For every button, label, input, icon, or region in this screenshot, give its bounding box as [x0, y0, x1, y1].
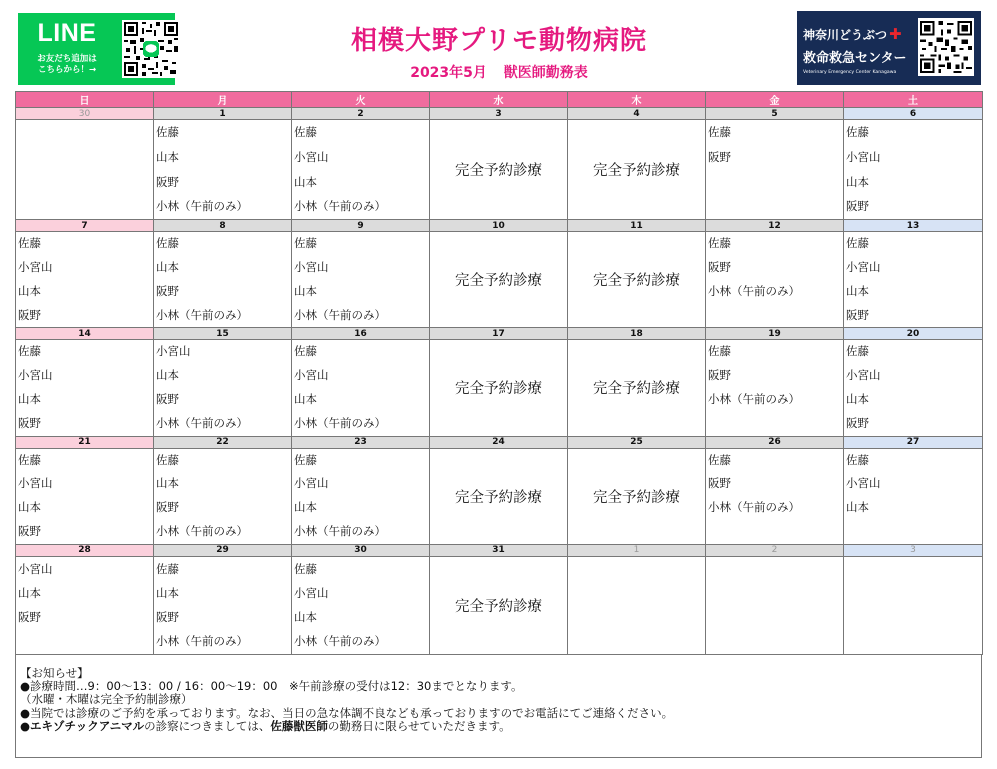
date-number: 20	[844, 328, 983, 340]
reservation-only-cell: 完全予約診療	[568, 120, 706, 220]
vet-list-cell	[154, 232, 292, 328]
vet-name: 阪野	[18, 523, 41, 538]
date-row	[16, 108, 983, 120]
vet-list-cell	[844, 556, 983, 654]
vet-list-cell	[706, 556, 844, 654]
notice-section	[15, 655, 982, 758]
vet-name: 小宮山	[294, 368, 329, 383]
vet-name: 阪野	[156, 500, 179, 515]
date-number: 3	[430, 108, 568, 120]
reservation-only-cell: 完全予約診療	[430, 120, 568, 220]
vet-name: 小宮山	[18, 476, 53, 491]
vet-list-cell	[16, 556, 154, 654]
vet-list-cell	[706, 340, 844, 436]
emergency-center-name-1	[803, 25, 902, 43]
line-qr-code[interactable]	[122, 20, 180, 78]
vet-name: 山本	[156, 476, 179, 491]
date-number: 6	[844, 108, 983, 120]
vet-name: 小林（午前のみ）	[156, 523, 248, 538]
vet-name: 山本	[294, 283, 317, 298]
vet-list-cell	[292, 448, 430, 544]
date-number: 23	[292, 436, 430, 448]
date-number: 13	[844, 220, 983, 232]
line-caption	[22, 54, 112, 76]
vet-name: 佐藤	[846, 125, 869, 139]
vet-name: 山本	[294, 500, 317, 515]
emergency-qr-code[interactable]	[918, 18, 974, 76]
vet-list-cell	[844, 340, 983, 436]
vet-name: 山本	[18, 585, 41, 600]
reservation-only-cell: 完全予約診療	[430, 448, 568, 544]
vet-list-cell	[844, 232, 983, 328]
vet-name: 阪野	[708, 149, 731, 164]
vet-name: 阪野	[156, 174, 179, 189]
date-number: 30	[16, 108, 154, 120]
date-number: 14	[16, 328, 154, 340]
vet-name: 小林（午前のみ）	[156, 307, 248, 322]
vet-name: 小林（午前のみ）	[294, 307, 386, 322]
date-number: 3	[844, 544, 983, 556]
vet-list-cell	[706, 448, 844, 544]
vet-name: 阪野	[708, 259, 731, 274]
vet-list-cell	[706, 120, 844, 220]
date-number: 28	[16, 544, 154, 556]
vet-name: 山本	[294, 391, 317, 406]
vet-name: 山本	[18, 391, 41, 406]
vet-name: 小宮山	[294, 259, 329, 274]
vet-name: 山本	[294, 610, 317, 625]
vet-name: 山本	[156, 585, 179, 600]
vet-name: 山本	[18, 283, 41, 298]
vet-name: 阪野	[846, 307, 869, 322]
date-row	[16, 436, 983, 448]
calendar-body	[16, 108, 983, 655]
date-number: 29	[154, 544, 292, 556]
reservation-only-cell: 完全予約診療	[430, 556, 568, 654]
line-caption-2: こちらから！→	[37, 65, 97, 75]
vet-list-cell	[844, 120, 983, 220]
vet-name: 山本	[846, 283, 869, 298]
vet-list-cell	[154, 120, 292, 220]
vet-list-cell	[16, 120, 154, 220]
vet-name: 小林（午前のみ）	[708, 500, 800, 515]
vet-name: 佐藤	[18, 452, 41, 467]
vet-list-cell	[292, 232, 430, 328]
subtitle-document: 獣医師勤務表	[503, 65, 588, 81]
date-number: 12	[706, 220, 844, 232]
vet-name: 小林（午前のみ）	[294, 634, 386, 649]
date-row	[16, 544, 983, 556]
vet-name: 小林（午前のみ）	[294, 199, 386, 214]
vet-name: 佐藤	[156, 452, 179, 467]
reservation-only-cell: 完全予約診療	[568, 232, 706, 328]
vet-name: 佐藤	[846, 344, 869, 359]
notice-exotic-bold: ●エキゾチックアニマル	[20, 718, 145, 733]
vet-name: 小宮山	[846, 476, 881, 491]
date-number: 18	[568, 328, 706, 340]
date-number: 8	[154, 220, 292, 232]
date-row	[16, 328, 983, 340]
vet-name: 山本	[846, 500, 869, 515]
vet-name: 佐藤	[708, 236, 731, 251]
emergency-center-name-2: 救命救急センター	[803, 51, 907, 66]
vet-name: 小宮山	[846, 259, 881, 274]
weekday-fri: 金	[706, 92, 844, 108]
vet-name: 佐藤	[18, 236, 41, 251]
vet-name: 小林（午前のみ）	[156, 634, 248, 649]
line-friend-banner[interactable]	[18, 13, 175, 85]
schedule-row	[16, 556, 983, 654]
vet-name: 小宮山	[294, 585, 329, 600]
emergency-center-banner[interactable]	[797, 11, 981, 85]
vet-list-cell	[844, 448, 983, 544]
date-number: 11	[568, 220, 706, 232]
vet-name: 山本	[846, 391, 869, 406]
vet-name: 小宮山	[18, 259, 53, 274]
vet-name: 阪野	[18, 610, 41, 625]
emergency-center-name-1-text: 神奈川どうぶつ	[803, 28, 888, 42]
vet-name: 小宮山	[846, 149, 881, 164]
vet-name: 小林（午前のみ）	[294, 523, 386, 538]
date-number: 2	[292, 108, 430, 120]
weekday-sun: 日	[16, 92, 154, 108]
date-number: 31	[430, 544, 568, 556]
reservation-only-cell: 完全予約診療	[568, 448, 706, 544]
date-number: 25	[568, 436, 706, 448]
vet-name: 小林（午前のみ）	[294, 415, 386, 430]
vet-list-cell	[16, 448, 154, 544]
reservation-only-cell: 完全予約診療	[430, 232, 568, 328]
vet-name: 山本	[156, 259, 179, 274]
date-number: 9	[292, 220, 430, 232]
vet-list-cell	[154, 556, 292, 654]
vet-name: 山本	[18, 500, 41, 515]
vet-list-cell	[706, 232, 844, 328]
vet-name: 佐藤	[294, 561, 317, 576]
notice-exotic-end: の勤務日に限らせていただきます。	[327, 718, 511, 733]
vet-name: 阪野	[708, 368, 731, 383]
vet-name: 小宮山	[294, 476, 329, 491]
vet-name: 佐藤	[18, 344, 41, 359]
notice-hours-note: （水曜・木曜は完全予約制診療）	[20, 692, 193, 707]
date-number: 10	[430, 220, 568, 232]
vet-list-cell	[154, 340, 292, 436]
schedule-row	[16, 340, 983, 436]
line-logo: LINE	[37, 19, 97, 47]
vet-name: 山本	[846, 174, 869, 189]
vet-name: 小林（午前のみ）	[708, 283, 800, 298]
date-number: 5	[706, 108, 844, 120]
notice-hours: ●診療時間…9：00～13：00 / 16：00～19：00 ※午前診療の受付は12：30までとなります。	[20, 679, 523, 694]
line-caption-1: お友だち追加は	[37, 54, 97, 64]
weekday-header-row	[16, 92, 983, 108]
date-number: 22	[154, 436, 292, 448]
red-cross-icon: ✚	[889, 25, 902, 43]
vet-name: 小宮山	[156, 344, 191, 359]
date-number: 15	[154, 328, 292, 340]
notice-exotic-mid: の診察につきましては、	[144, 718, 271, 733]
date-number: 19	[706, 328, 844, 340]
vet-list-cell	[16, 340, 154, 436]
vet-name: 小林（午前のみ）	[156, 199, 248, 214]
weekday-mon: 月	[154, 92, 292, 108]
date-number: 7	[16, 220, 154, 232]
date-number: 1	[154, 108, 292, 120]
vet-name: 佐藤	[708, 344, 731, 359]
vet-name: 山本	[156, 368, 179, 383]
schedule-row	[16, 232, 983, 328]
vet-name: 小林（午前のみ）	[708, 391, 800, 406]
notice-heading: 【お知らせ】	[20, 666, 89, 680]
vet-name: 佐藤	[846, 452, 869, 467]
vet-name: 阪野	[156, 283, 179, 298]
vet-list-cell	[292, 340, 430, 436]
vet-list-cell	[154, 448, 292, 544]
vet-name: 佐藤	[156, 236, 179, 251]
vet-name: 阪野	[846, 415, 869, 430]
weekday-thu: 木	[568, 92, 706, 108]
vet-list-cell	[16, 232, 154, 328]
notice-reservation: ●当院では診療のご予約を承っております。なお、当日の急な体調不良なども承っておりますのでお電話にてご連絡ください。	[20, 705, 674, 720]
reservation-only-cell: 完全予約診療	[568, 340, 706, 436]
date-row	[16, 220, 983, 232]
vet-list-cell	[568, 556, 706, 654]
vet-name: 佐藤	[846, 236, 869, 251]
date-number: 24	[430, 436, 568, 448]
weekday-sat: 土	[844, 92, 983, 108]
vet-list-cell	[292, 120, 430, 220]
vet-name: 佐藤	[294, 125, 317, 139]
date-number: 17	[430, 328, 568, 340]
page-subtitle	[250, 62, 748, 82]
vet-name: 佐藤	[708, 125, 731, 139]
schedule-row	[16, 448, 983, 544]
vet-name: 小宮山	[18, 368, 53, 383]
vet-name: 小林（午前のみ）	[156, 415, 248, 430]
weekday-wed: 水	[430, 92, 568, 108]
vet-name: 阪野	[156, 610, 179, 625]
date-number: 27	[844, 436, 983, 448]
subtitle-month: 2023年5月	[410, 65, 487, 81]
notice-exotic-vet: 佐藤獣医師	[270, 718, 328, 733]
qr-code-icon	[124, 22, 178, 76]
vet-name: 佐藤	[294, 452, 317, 467]
vet-name: 小宮山	[846, 368, 881, 383]
vet-name: 佐藤	[294, 236, 317, 251]
vet-name: 阪野	[18, 415, 41, 430]
vet-name: 阪野	[708, 476, 731, 491]
vet-name: 山本	[294, 174, 317, 189]
vet-name: 阪野	[18, 307, 41, 322]
page-title: 相模大野プリモ動物病院	[351, 26, 647, 56]
notice-exotic	[20, 720, 977, 733]
date-number: 30	[292, 544, 430, 556]
vet-list-cell	[292, 556, 430, 654]
vet-name: 佐藤	[156, 125, 179, 139]
vet-name: 佐藤	[294, 344, 317, 359]
vet-name: 小宮山	[18, 561, 53, 576]
vet-name: 佐藤	[156, 561, 179, 576]
qr-code-icon	[920, 20, 972, 74]
date-number: 26	[706, 436, 844, 448]
date-number: 21	[16, 436, 154, 448]
vet-name: 阪野	[156, 391, 179, 406]
date-number: 2	[706, 544, 844, 556]
emergency-center-english: Veterinary Emergency Center Kanagawa	[803, 70, 897, 75]
date-number: 1	[568, 544, 706, 556]
vet-name: 小宮山	[294, 149, 329, 164]
vet-name: 佐藤	[708, 452, 731, 467]
weekday-tue: 火	[292, 92, 430, 108]
schedule-row	[16, 120, 983, 220]
duty-calendar	[15, 91, 983, 655]
date-number: 16	[292, 328, 430, 340]
vet-name: 山本	[156, 149, 179, 164]
vet-name: 阪野	[846, 199, 869, 214]
date-number: 4	[568, 108, 706, 120]
reservation-only-cell: 完全予約診療	[430, 340, 568, 436]
